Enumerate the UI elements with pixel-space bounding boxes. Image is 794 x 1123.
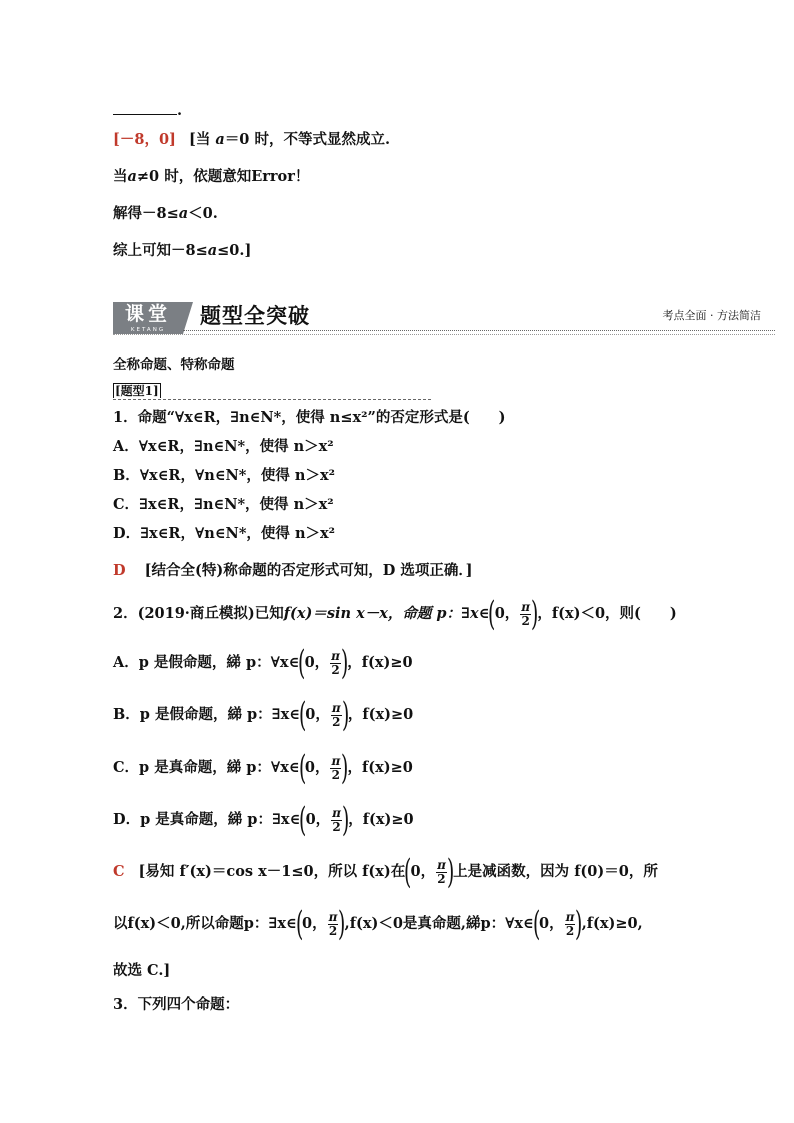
q2-explanation-line-3: 故选 C.] — [113, 962, 171, 979]
prev-explain-line-2: 当a≠0 时，依题意知Error！ — [113, 168, 310, 185]
q1-answer-line — [113, 561, 472, 581]
interval-right-paren: ) — [531, 594, 539, 634]
pi-over-2: $\frac{\pi}{2}$ — [331, 648, 340, 677]
pi-over-2: $\frac{\pi}{2}$ — [521, 599, 531, 628]
pi-over-2: $\frac{\pi}{2}$ — [331, 700, 341, 729]
q2-answer: C — [113, 863, 125, 880]
q1-option-d: D．∃x∈R，∀n∈N*，使得 n＞x² — [113, 525, 335, 542]
q1-stem: 1．命题“∀x∈R，∃n∈N*，使得 n≤x²”的否定形式是( ) — [113, 409, 506, 426]
prev-answer-range: [－8，0] — [113, 131, 176, 148]
q2-option-c: C．p 是真命题，綈 p：∀x∈ ( 0， $\frac{\pi}{2}$ ) ，f(x)≥0 — [113, 748, 413, 788]
q1-explanation: [结合全(特)称命题的否定形式可知，D 选项正确．] — [144, 562, 473, 579]
prev-answer-line: [－8，0] [当 a＝0 时，不等式显然成立. — [113, 131, 390, 148]
pi-over-2: $\frac{\pi}{2}$ — [328, 909, 338, 938]
q2-explanation-line-1: C [易知 f′(x)＝cos x－1≤0，所以 f(x)在 ( 0， $\frac{\pi}{2}$ ) 上是减函数，因为 f(0)＝0，所 — [113, 852, 658, 892]
q1-answer: D — [113, 562, 126, 579]
section-banner — [113, 300, 775, 342]
q1-option-a: A．∀x∈R，∃n∈N*，使得 n＞x² — [113, 438, 334, 455]
banner-rule — [183, 330, 775, 331]
prev-explain-line-4: 综上可知－8≤a≤0.] — [113, 242, 252, 259]
q2-option-a: A．p 是假命题，綈 p：∀x∈ ( 0， $\frac{\pi}{2}$ ) ，f(x)≥0 — [113, 643, 413, 683]
pi-over-2: $\frac{\pi}{2}$ — [332, 805, 341, 834]
q2-explanation-line-2: 以f(x)＜0,所以命题p：∃x∈ ( 0， $\frac{\pi}{2}$ ) ,f(x)＜0是真命题,綈p：∀x∈ ( 0， $\frac{\pi}{2}$ ) ,f(x)≥0, — [113, 904, 643, 944]
q1-option-b: B．∀x∈R，∀n∈N*，使得 n＞x² — [113, 467, 335, 484]
q2-option-b: B．p 是假命题，綈 p：∃x∈ ( 0， $\frac{\pi}{2}$ ) ，f(x)≥0 — [113, 695, 414, 735]
q1-option-c: C．∃x∈R，∃n∈N*，使得 n＞x² — [113, 496, 334, 513]
pi-over-2: $\frac{\pi}{2}$ — [437, 857, 446, 886]
q2-option-d: D．p 是真命题，綈 p：∃x∈ ( 0， $\frac{\pi}{2}$ ) ，f(x)≥0 — [113, 800, 414, 840]
answer-blank-line — [113, 100, 182, 121]
pi-over-2: $\frac{\pi}{2}$ — [565, 909, 575, 938]
question-type-tag: [题型1] — [115, 384, 159, 398]
banner-badge-text: 课堂 — [124, 303, 171, 325]
interval-left-paren: ( — [488, 594, 496, 634]
banner-title: 题型全突破 — [200, 304, 310, 328]
section-heading: 全称命题、特称命题 — [113, 357, 235, 373]
blank-period: . — [177, 102, 183, 119]
pi-over-2: $\frac{\pi}{2}$ — [331, 753, 341, 782]
answer-blank — [113, 100, 177, 115]
banner-rule-2 — [113, 334, 775, 335]
prev-explain-line-3: 解得－8≤a＜0. — [113, 205, 218, 222]
tag-rule — [113, 399, 431, 400]
q3-stem: 3．下列四个命题： — [113, 996, 240, 1013]
banner-badge-subtext: KETANG — [130, 327, 166, 333]
q2-stem: 2．(2019·商丘模拟)已知 f(x)＝sin x－x，命题 p：∃x∈ ( 0， $\frac{\pi}{2}$ ) ，f(x)＜0，则( ) — [113, 594, 677, 634]
banner-slogan: 考点全面 · 方法简洁 — [662, 309, 761, 322]
